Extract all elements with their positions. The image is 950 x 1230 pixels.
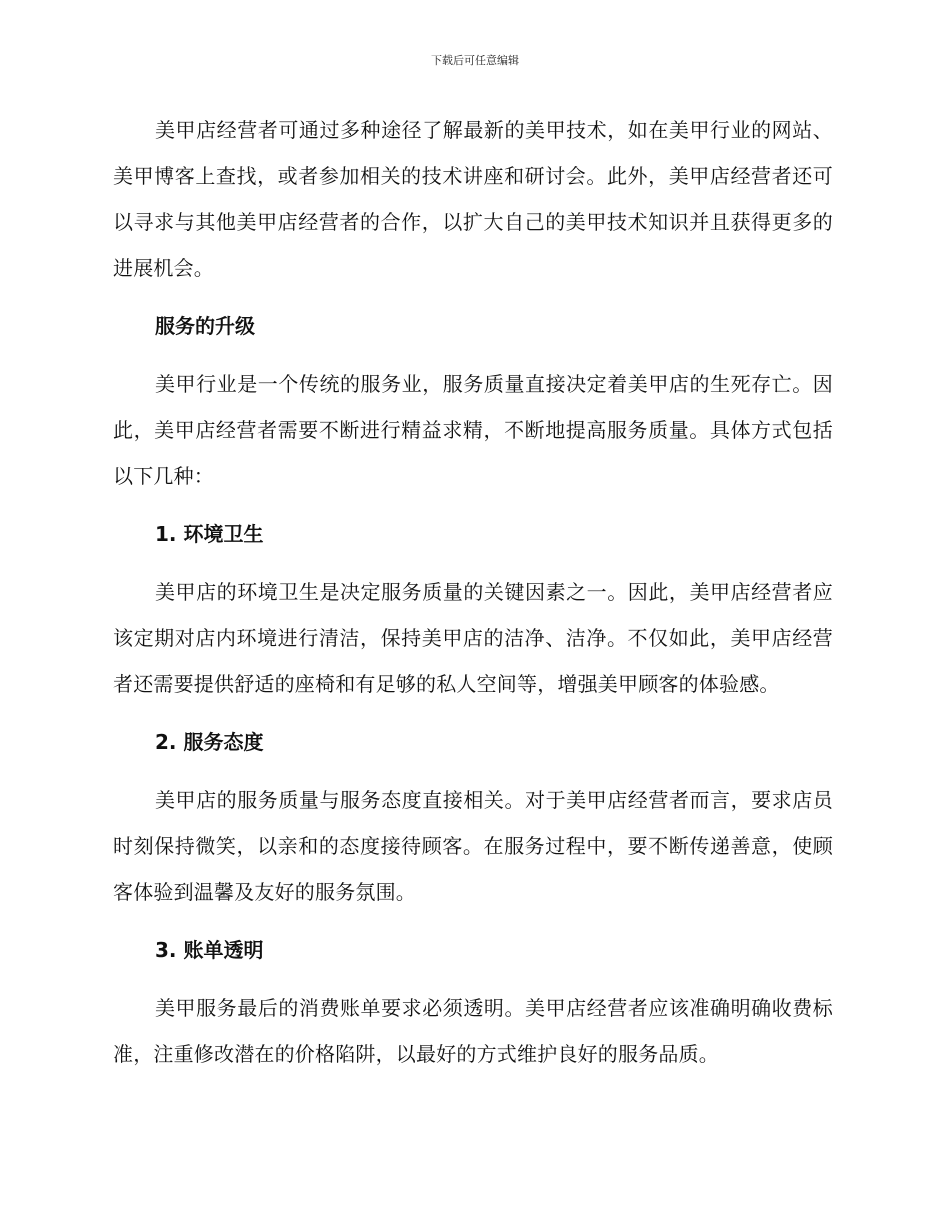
page-header: 下载后可任意编辑 bbox=[431, 54, 519, 67]
paragraph-service-quality: 美甲行业是一个传统的服务业，服务质量直接决定着美甲店的生死存亡。因此，美甲店经营者需要不断进行精益求精，不断地提高服务质量。具体方式包括以下几种： bbox=[113, 372, 833, 488]
subheading-bill-transparency: 3. 账单透明 bbox=[155, 938, 264, 962]
paragraph-environment-hygiene: 美甲店的环境卫生是决定服务质量的关键因素之一。因此，美甲店经营者应该定期对店内环境进行清洁，保持美甲店的洁净、洁净。不仅如此，美甲店经营者还需要提供舒适的座椅和有足够的私人空间等，增强美甲顾客的体验感。 bbox=[113, 580, 833, 696]
paragraph-tech-learning: 美甲店经营者可通过多种途径了解最新的美甲技术，如在美甲行业的网站、美甲博客上查找，或者参加相关的技术讲座和研讨会。此外，美甲店经营者还可以寻求与其他美甲店经营者的合作，以扩大自己的美甲技术知识并且获得更多的进展机会。 bbox=[113, 118, 833, 280]
section-heading-service-upgrade: 服务的升级 bbox=[155, 314, 255, 338]
subheading-environment-hygiene: 1. 环境卫生 bbox=[155, 522, 264, 546]
subheading-service-attitude: 2. 服务态度 bbox=[155, 730, 264, 754]
document-body bbox=[113, 107, 833, 1089]
paragraph-service-attitude: 美甲店的服务质量与服务态度直接相关。对于美甲店经营者而言，要求店员时刻保持微笑，以亲和的态度接待顾客。在服务过程中，要不断传递善意，使顾客体验到温馨及友好的服务氛围。 bbox=[113, 788, 833, 904]
paragraph-bill-transparency: 美甲服务最后的消费账单要求必须透明。美甲店经营者应该准确明确收费标准，注重修改潜在的价格陷阱，以最好的方式维护良好的服务品质。 bbox=[113, 996, 833, 1066]
